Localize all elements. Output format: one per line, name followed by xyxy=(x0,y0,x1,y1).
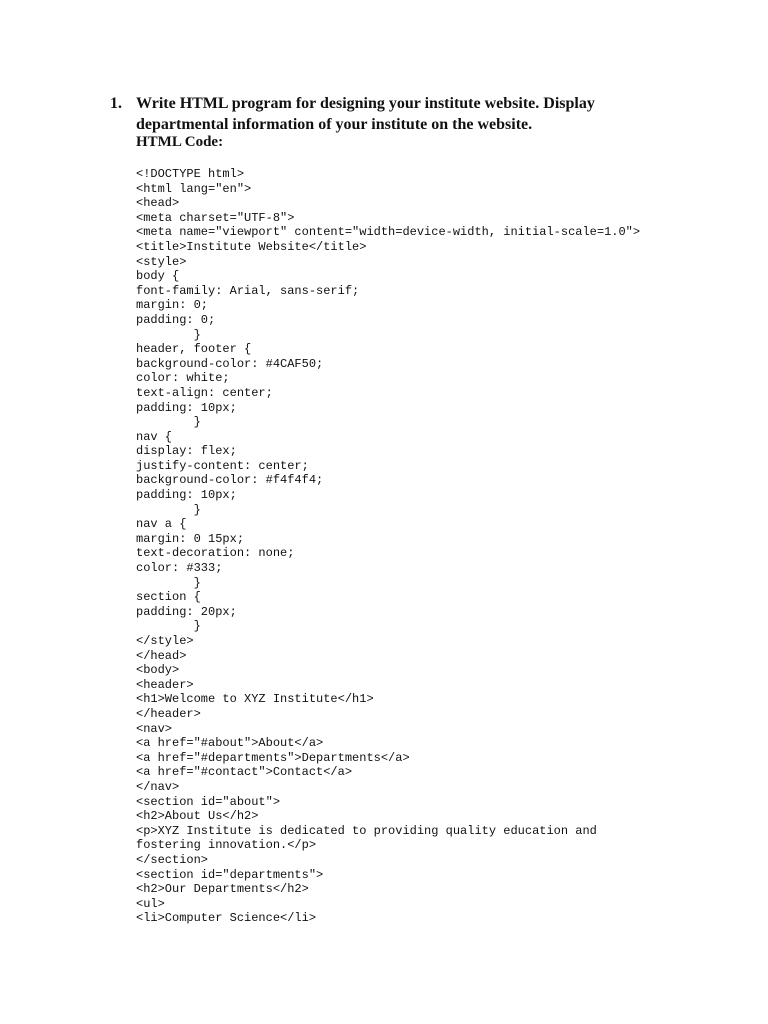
code-line: } xyxy=(136,502,201,517)
code-line: header, footer { xyxy=(136,342,252,357)
code-line: color: white; xyxy=(136,371,230,386)
question-number: 1. xyxy=(110,95,122,112)
code-line: <a href="#about">About</a> xyxy=(136,736,324,751)
code-line: section { xyxy=(136,590,201,605)
code-line: <style> xyxy=(136,254,187,269)
code-line: color: #333; xyxy=(136,561,223,576)
code-line: <h2>Our Departments</h2> xyxy=(136,882,309,897)
code-line: <a href="#contact">Contact</a> xyxy=(136,765,353,780)
code-line: } xyxy=(136,327,201,342)
code-line: display: flex; xyxy=(136,444,237,459)
code-line: <a href="#departments">Departments</a> xyxy=(136,750,410,765)
code-line: <li>Computer Science</li> xyxy=(136,911,317,926)
code-line: </section> xyxy=(136,852,209,867)
code-line: <ul> xyxy=(136,896,165,911)
code-line: text-decoration: none; xyxy=(136,546,295,561)
code-line: <meta name="viewport" content="width=device-width, initial-scale=1.0"> xyxy=(136,225,641,240)
code-line: <!DOCTYPE html> xyxy=(136,167,245,181)
code-line: font-family: Arial, sans-serif; xyxy=(136,283,360,298)
code-line: <nav> xyxy=(136,721,173,736)
code-line: <section id="about"> xyxy=(136,794,281,809)
code-line: margin: 0; xyxy=(136,298,209,313)
code-line: <meta charset="UTF-8"> xyxy=(136,210,295,225)
question-text-line-1: Write HTML program for designing your institute website. Display xyxy=(136,95,595,112)
code-listing xyxy=(136,167,640,926)
code-line: } xyxy=(136,619,201,634)
code-line: <html lang="en"> xyxy=(136,181,252,196)
code-line: justify-content: center; xyxy=(136,458,309,473)
code-line: nav { xyxy=(136,429,173,444)
code-line: body { xyxy=(136,269,180,284)
code-line: margin: 0 15px; xyxy=(136,531,245,546)
code-line: <header> xyxy=(136,677,194,692)
code-line: padding: 10px; xyxy=(136,488,237,503)
code-line: fostering innovation.</p> xyxy=(136,838,317,853)
code-line: <p>XYZ Institute is dedicated to providing quality education and xyxy=(136,823,597,838)
code-line: </style> xyxy=(136,634,194,648)
code-line: </nav> xyxy=(136,779,180,794)
question-text-line-2: departmental information of your institute on the website. xyxy=(136,116,533,133)
code-line: padding: 10px; xyxy=(136,400,237,415)
code-line: <title>Institute Website</title> xyxy=(136,239,367,254)
code-line: <section id="departments"> xyxy=(136,867,324,882)
code-line: nav a { xyxy=(136,517,187,532)
code-heading: HTML Code: xyxy=(136,134,224,150)
code-line: background-color: #4CAF50; xyxy=(136,356,324,371)
code-line: </header> xyxy=(136,706,201,721)
code-line: } xyxy=(136,415,201,430)
code-line: padding: 0; xyxy=(136,312,216,327)
code-line: <h2>About Us</h2> xyxy=(136,809,259,824)
code-line: <head> xyxy=(136,196,180,211)
code-line: </head> xyxy=(136,648,187,663)
code-line: padding: 20px; xyxy=(136,604,237,619)
code-line: <h1>Welcome to XYZ Institute</h1> xyxy=(136,692,374,707)
code-line: background-color: #f4f4f4; xyxy=(136,473,324,488)
code-line: text-align: center; xyxy=(136,385,273,400)
code-line: <body> xyxy=(136,663,180,678)
code-line: } xyxy=(136,575,201,590)
